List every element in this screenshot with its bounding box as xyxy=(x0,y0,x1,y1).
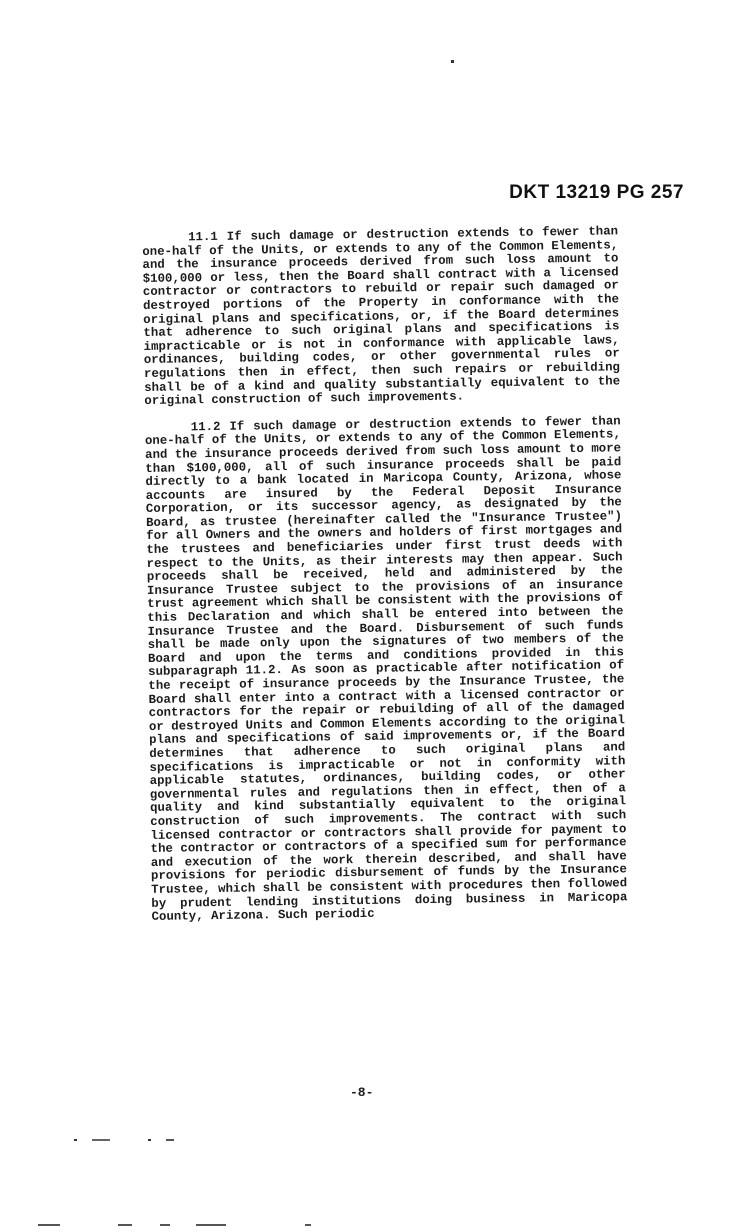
scan-speck xyxy=(166,1139,174,1141)
scan-speck xyxy=(92,1139,110,1141)
scan-speck xyxy=(196,1224,226,1226)
scan-speck xyxy=(160,1224,170,1226)
scan-speck xyxy=(38,1224,60,1226)
scan-speck xyxy=(148,1139,151,1141)
scan-speck xyxy=(118,1224,132,1226)
document-body xyxy=(142,225,628,937)
scan-speck xyxy=(305,1224,311,1226)
paragraph-11-2: 11.2 If such damage or destruction extends to fewer than one-half of the Units, or extends to any of the Common Elements, and the insurance proceeds derived from such loss amount to more than $100,000, all of such insurance proceeds shall be paid directly to a bank located in Maricopa County, Arizona, whose accounts are insured by the Federal Deposit Insurance Corporation, or its successor agency, as designated by the Board, as trustee (hereinafter called the "Insurance Trustee") for all Owners and the owners and holders of first mortgages and the trustees and beneficiaries under first trust deeds with respect to the Units, as their interests may then appear. Such proceeds shall be received, held and administered by the Insurance Trustee subject to the provisions of an insurance trust agreement which shall be consistent with the provisions of this Declaration and which shall be entered into between the Insurance Trustee and the Board. Disbursement of such funds shall be made only upon the signatures of two members of the Board and upon the terms and conditions provided in this subparagraph 11.2. As soon as practicable after notification of the receipt of insurance proceeds by the Insurance Trustee, the Board shall enter into a contract with a licensed contractor or contractors for the repair or rebuilding of all of the damaged or destroyed Units and Common Elements according to the original plans and specifications of said improvements or, if the Board determines that adherence to such original plans and specifications is impracticable or not in conformity with applicable statutes, ordinances, building codes, or other governmental rules and regulations then in effect, then of a quality and kind substantially equivalent to the original construction of such improvements. The contract with such licensed contractor or contractors shall provide for payment to the contractor or contractors of a specified sum for performance and execution of the work therein described, and shall have provisions for periodic disbursement of funds by the Insurance Trustee, which shall be consistent with procedures then followed by prudent lending institutions doing business in Maricopa County, Arizona. Such periodic xyxy=(144,414,628,925)
paragraph-11-1: 11.1 If such damage or destruction extends to fewer than one-half of the Units, or extends to any of the Common Elements, and the insurance proceeds derived from such loss amount to $100,000 or less, then the Board shall contract with a licensed contractor or contractors to rebuild or repair such damaged or destroyed portions of the Property in conformance with the original plans and specifications, or, if the Board determines that adherence to such original plans and specifications is impracticable or is not in conformance with applicable laws, ordinances, building codes, or other governmental rules or regulations then in effect, then such repairs or rebuilding shall be of a kind and quality substantially equivalent to the original construction of such improvements. xyxy=(142,224,621,409)
page-number: -8- xyxy=(350,1085,374,1100)
docket-stamp: DKT 13219 PG 257 xyxy=(509,182,684,203)
scan-speck xyxy=(74,1139,77,1141)
scan-speck xyxy=(451,60,454,63)
